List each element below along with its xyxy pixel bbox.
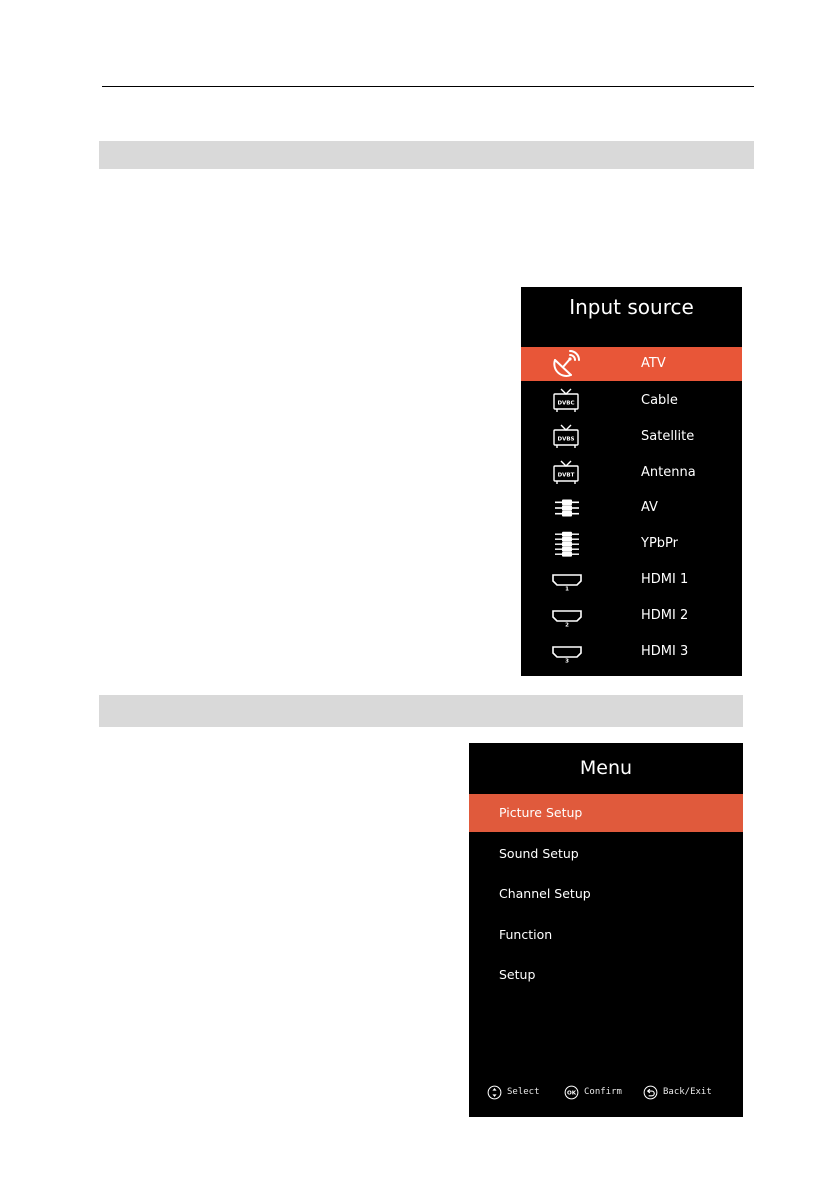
hdmi-port-icon [550,602,584,630]
svg-text:DVBS: DVBS [557,436,575,443]
source-item-hdmi-3[interactable] [521,635,742,669]
hint-label: Select [507,1087,540,1097]
hint-confirm [564,1084,622,1100]
menu-item-label: Channel Setup [499,886,591,901]
hint-label: Confirm [584,1087,622,1097]
source-item-satellite[interactable] [521,420,742,454]
source-label: HDMI 1 [641,572,689,587]
source-item-av[interactable] [521,491,742,525]
section-heading-bar [99,695,743,727]
source-label: ATV [641,356,666,371]
hint-back-exit [643,1084,712,1100]
svg-text:3: 3 [565,658,569,665]
source-label: Antenna [641,465,696,480]
ok-button-icon [564,1085,579,1100]
menu-item-function[interactable] [469,916,743,954]
source-label: Cable [641,393,678,408]
tv-dvbt-icon [550,459,584,487]
menu-item-sound-setup[interactable] [469,835,743,873]
tv-dvbs-icon [550,423,584,451]
svg-text:DVBT: DVBT [557,472,575,479]
svg-text:1: 1 [565,586,569,593]
source-item-atv[interactable] [521,347,742,381]
hint-select [487,1084,540,1100]
source-label: Satellite [641,429,695,444]
page-header-rule [102,86,754,87]
menu-item-picture-setup[interactable] [469,794,743,832]
up-down-arrows-icon [487,1085,502,1100]
menu-item-label: Function [499,927,553,942]
menu-item-label: Setup [499,967,536,982]
section-heading-bar [99,141,754,169]
input-source-screen [521,287,742,676]
satellite-dish-icon [550,350,584,378]
av-cable-icon [550,494,584,522]
menu-title: Menu [579,757,633,779]
menu-item-label: Picture Setup [499,805,583,820]
svg-text:DVBC: DVBC [557,400,575,407]
back-arrow-icon [643,1085,658,1100]
input-source-title: Input source [569,295,694,319]
source-item-hdmi-2[interactable] [521,599,742,633]
menu-item-label: Sound Setup [499,846,579,861]
source-item-hdmi-1[interactable] [521,563,742,597]
menu-item-setup[interactable] [469,956,743,994]
source-item-antenna[interactable] [521,456,742,490]
tv-dvbc-icon [550,387,584,415]
source-label: YPbPr [641,536,678,551]
source-item-ypbpr[interactable] [521,527,742,561]
main-menu-screen [469,743,743,1117]
source-item-cable[interactable] [521,384,742,418]
source-label: AV [641,500,658,515]
svg-text:OK: OK [566,1090,577,1097]
source-label: HDMI 2 [641,608,689,623]
hint-label: Back/Exit [663,1087,712,1097]
hdmi-port-icon [550,566,584,594]
hdmi-port-icon [550,638,584,666]
component-cable-icon [550,530,584,558]
menu-item-channel-setup[interactable] [469,875,743,913]
source-label: HDMI 3 [641,644,689,659]
svg-text:2: 2 [565,622,569,629]
